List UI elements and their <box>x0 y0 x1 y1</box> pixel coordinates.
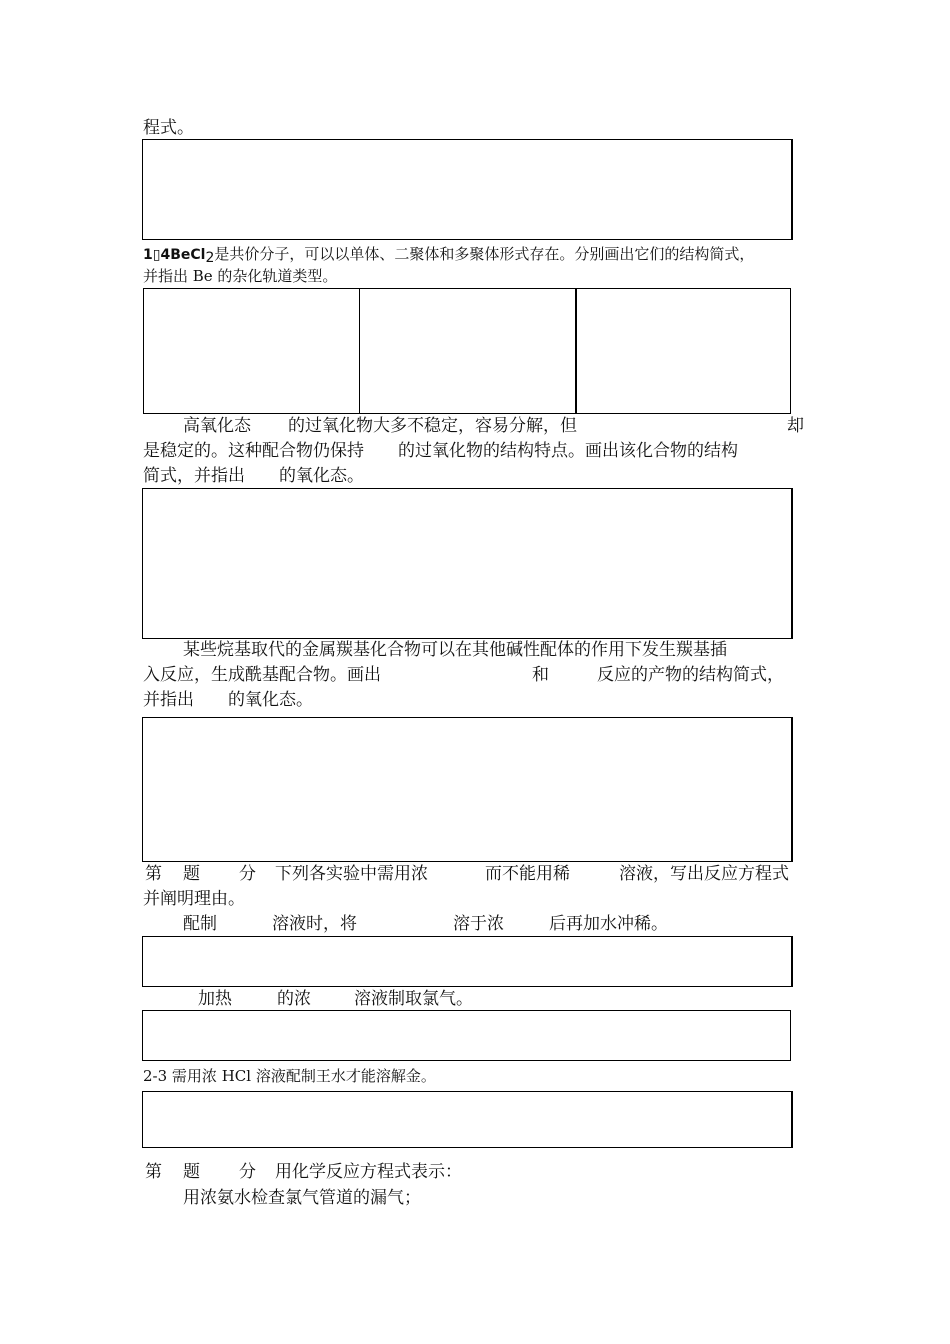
text-word: 的浓 <box>277 989 311 1009</box>
answer-box[interactable] <box>142 1010 791 1061</box>
text-line: 某些烷基取代的金属羰基化合物可以在其他碱性配体的作用下发生羰基插 <box>183 640 727 660</box>
question-text-line2: 并指出 Be 的杂化轨道类型。 <box>143 267 338 285</box>
text-line: 并指出 的氧化态。 <box>143 690 313 710</box>
text-word: 反应的产物的结构简式， <box>597 665 784 685</box>
question-heading: 分 <box>239 864 256 884</box>
text-word: 而不能用稀 <box>485 864 570 884</box>
text-word: 后再加水冲稀。 <box>549 914 668 934</box>
text-word: 和 <box>532 665 549 685</box>
answer-box[interactable] <box>142 139 793 240</box>
text-line: 用浓氨水检查氯气管道的漏气； <box>183 1188 421 1208</box>
text-word: 溶液制取氯气。 <box>354 989 473 1009</box>
question-2-3: 2-3 需用浓 HCl 溶液配制王水才能溶解金。 <box>143 1067 436 1085</box>
answer-box[interactable] <box>142 936 793 987</box>
text-word: 下列各实验中需用浓 <box>275 864 428 884</box>
text-word: 入反应，生成酰基配合物。画出 <box>143 665 381 685</box>
text-line: 并阐明理由。 <box>143 889 245 909</box>
question-heading: 题 <box>183 864 200 884</box>
question-heading: 第 <box>145 1162 162 1182</box>
formula: 4BeCl <box>160 247 206 263</box>
question-number: 1 <box>143 247 153 263</box>
answer-cell-polymer[interactable] <box>575 288 791 414</box>
question-heading: 分 <box>239 1162 256 1182</box>
question-heading: 题 <box>183 1162 200 1182</box>
question-1-4: 1▯4BeCl$_2$是共价分子，可以以单体、二聚体和多聚体形式存在。分别画出它们的结构简式， <box>143 245 755 266</box>
answer-box[interactable] <box>142 717 793 862</box>
text-word: 溶于浓 <box>453 914 504 934</box>
answer-box[interactable] <box>142 1091 793 1148</box>
text-word: 高氧化态 <box>183 416 251 436</box>
text-word: 溶液，写出反应方程式 <box>619 864 789 884</box>
question-text: 是共价分子，可以以单体、二聚体和多聚体形式存在。分别画出它们的结构简式， <box>214 245 755 263</box>
text-word: 配制 <box>183 914 217 934</box>
answer-cell-dimer[interactable] <box>359 288 576 414</box>
answer-cell-monomer[interactable] <box>143 288 360 414</box>
text-word: 用化学反应方程式表示： <box>275 1162 462 1182</box>
text-word: 的过氧化物大多不稳定，容易分解，但 <box>288 416 577 436</box>
text-line: 程式。 <box>143 118 194 138</box>
text-word: 加热 <box>198 989 232 1009</box>
question-heading: 第 <box>145 864 162 884</box>
text-line: 简式，并指出 的氧化态。 <box>143 466 364 486</box>
text-line: 是稳定的。这种配合物仍保持 的过氧化物的结构特点。画出该化合物的结构 <box>143 441 738 461</box>
subscript: 2 <box>205 250 215 266</box>
answer-box[interactable] <box>142 488 793 639</box>
text-word: 溶液时，将 <box>272 914 357 934</box>
text-word: 却 <box>787 416 804 436</box>
